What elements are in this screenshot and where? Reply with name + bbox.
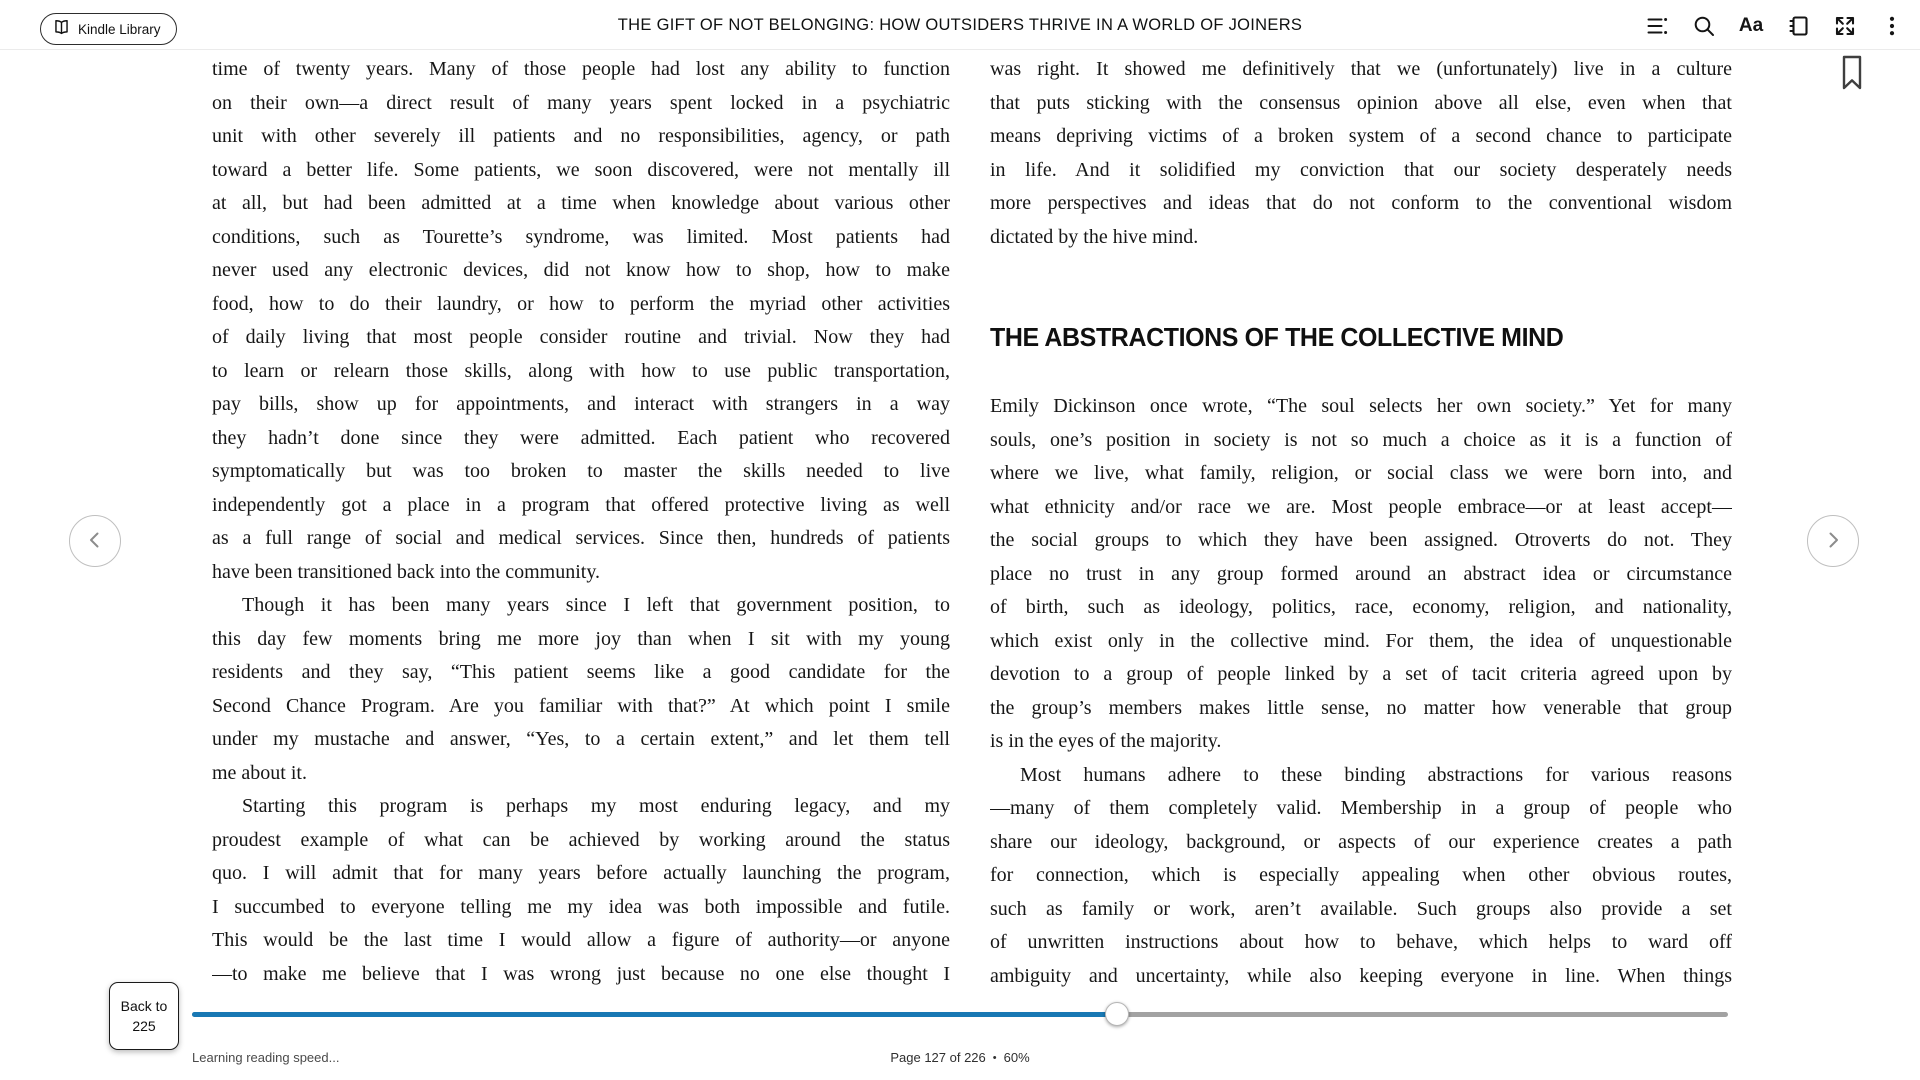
kindle-library-button[interactable]: [40, 13, 177, 45]
text-line: more perspectives and ideas that do not conform to the conventional wisdom: [990, 192, 1732, 214]
text-line: what ethnicity and/or race we are. Most people embrace—or at least accept—: [990, 495, 1732, 518]
open-book-icon: [52, 18, 71, 40]
text-line: residents and they say, “This patient seems like a good candidate for the: [212, 661, 950, 683]
text-line: place no trust in any group formed around an abstract idea or circumstance: [990, 562, 1732, 585]
text-line: independently got a place in a program that offered protective living as well: [212, 493, 950, 516]
font-settings-label: Aa: [1738, 15, 1764, 36]
back-to-label: Back to: [120, 998, 168, 1014]
text-line: time of twenty years. Many of those people had lost any ability to function: [212, 58, 950, 80]
notebook-icon[interactable]: [1785, 13, 1811, 39]
text-line: Most humans adhere to these binding abstractions for various reasons: [1020, 763, 1732, 786]
text-line: where we live, what family, religion, or social class we were born into, and: [990, 462, 1732, 484]
text-line: the social groups to which they have been assigned. Otroverts do not. They: [990, 529, 1732, 551]
text-line: quo. I will admit that for many years before actually launching the program,: [212, 862, 950, 884]
section-heading: THE ABSTRACTIONS OF THE COLLECTIVE MIND: [990, 322, 1564, 352]
text-line: I succumbed to everyone telling me my idea was both impossible and futile.: [212, 895, 950, 918]
table-of-contents-icon[interactable]: [1644, 13, 1670, 39]
text-line: of birth, such as ideology, politics, race, economy, religion, and nationality,: [990, 596, 1732, 618]
text-line: at all, but had been admitted at a time when knowledge about various other: [212, 192, 950, 214]
top-bar: [0, 0, 1920, 50]
text-line: of unwritten instructions about how to behave, which helps to ward off: [990, 931, 1732, 953]
text-line: they hadn’t done since they were admitted. Each patient who recovered: [212, 426, 950, 449]
text-line: me about it.: [212, 761, 307, 784]
book-title: THE GIFT OF NOT BELONGING: HOW OUTSIDERS THRIVE IN A WORLD OF JOINERS: [617, 16, 1303, 34]
text-line: which exist only in the collective mind. For them, the idea of unquestionable: [990, 629, 1732, 652]
text-line: —many of them completely valid. Membership in a group of people who: [990, 797, 1732, 819]
text-line: Starting this program is perhaps my most enduring legacy, and my: [242, 795, 950, 817]
text-line: pay bills, show up for appointments, and interact with strangers in a way: [212, 393, 950, 415]
reading-speed-status: Learning reading speed...: [192, 1050, 340, 1065]
font-settings-button[interactable]: [1738, 13, 1764, 39]
text-line: proudest example of what can be achieved by working around the status: [212, 828, 950, 851]
progress-thumb[interactable]: [1105, 1002, 1129, 1026]
text-line: the group’s members makes little sense, no matter how venerable that group: [990, 696, 1732, 719]
text-line: under my mustache and answer, “Yes, to a certain extent,” and let them tell: [212, 728, 950, 750]
previous-page-button[interactable]: [69, 515, 121, 567]
text-line: in life. And it solidified my conviction that our society desperately needs: [990, 158, 1732, 181]
more-menu-icon[interactable]: [1879, 13, 1905, 39]
text-line: as a full range of social and medical services. Since then, hundreds of patients: [212, 527, 950, 549]
separator-dot: •: [992, 1052, 997, 1064]
page-number-text: Page 127 of 226: [890, 1050, 986, 1065]
text-line: was right. It showed me definitively that we (unfortunately) live in a culture: [990, 58, 1732, 80]
right-text-column-bottom: [990, 390, 1732, 993]
text-line: food, how to do their laundry, or how to perform the myriad other activities: [212, 292, 950, 315]
text-line: devotion to a group of people linked by a set of tacit criteria agreed upon by: [990, 663, 1732, 685]
toolbar: [1644, 13, 1905, 39]
text-line: on their own—a direct result of many years spent locked in a psychiatric: [212, 91, 950, 114]
text-line: conditions, such as Tourette’s syndrome, was limited. Most patients had: [212, 225, 950, 248]
kindle-library-label: Kindle Library: [78, 21, 161, 37]
text-line: Emily Dickinson once wrote, “The soul selects her own society.” Yet for many: [990, 395, 1732, 417]
text-line: that puts sticking with the consensus opinion above all else, even when that: [990, 91, 1732, 114]
chevron-left-icon: [85, 530, 105, 553]
next-page-button[interactable]: [1807, 515, 1859, 567]
text-line: toward a better life. Some patients, we soon discovered, were not mentally ill: [212, 158, 950, 181]
text-line: means depriving victims of a broken system of a second chance to participate: [990, 125, 1732, 147]
text-line: symptomatically but was too broken to master the skills needed to live: [212, 460, 950, 482]
text-line: dictated by the hive mind.: [990, 225, 1199, 248]
text-line: have been transitioned back into the community.: [212, 560, 601, 583]
chevron-right-icon: [1823, 530, 1843, 553]
bookmark-icon[interactable]: [1840, 55, 1864, 91]
text-line: this day few moments bring me more joy than when I sit with my young: [212, 627, 950, 650]
progress-slider[interactable]: [192, 1012, 1728, 1017]
text-line: share our ideology, background, or aspects of our experience creates a path: [990, 830, 1732, 853]
text-line: is in the eyes of the majority.: [990, 730, 1222, 752]
search-icon[interactable]: [1691, 13, 1717, 39]
page-info: [890, 1050, 1029, 1065]
text-line: such as family or work, aren’t available. Such groups also provide a set: [990, 897, 1732, 920]
back-to-page-button[interactable]: [109, 982, 179, 1050]
text-line: Though it has been many years since I left that government position, to: [242, 594, 950, 616]
text-line: of daily living that most people consider routine and trivial. Now they had: [212, 326, 950, 348]
right-text-column-top: [990, 53, 1732, 254]
text-line: for connection, which is especially appealing when other obvious routes,: [990, 864, 1732, 886]
text-line: This would be the last time I would allow a figure of authority—or anyone: [212, 929, 950, 951]
text-line: to learn or relearn those skills, along with how to use public transportation,: [212, 359, 950, 382]
progress-fill: [192, 1012, 1117, 1017]
percent-read: 60%: [1003, 1050, 1030, 1065]
text-line: souls, one’s position in society is not so much a choice as it is a function of: [990, 428, 1732, 451]
back-to-page-number: 225: [132, 1018, 156, 1034]
text-line: Second Chance Program. Are you familiar with that?” At which point I smile: [212, 694, 950, 717]
text-line: unit with other severely ill patients and no responsibilities, agency, or path: [212, 125, 950, 147]
left-text-column: [212, 53, 950, 991]
text-line: ambiguity and uncertainty, while also keeping everyone in line. When things: [990, 964, 1732, 987]
text-line: —to make me believe that I was wrong just because no one else thought I: [212, 962, 950, 985]
fullscreen-icon[interactable]: [1832, 13, 1858, 39]
text-line: never used any electronic devices, did not know how to shop, how to make: [212, 259, 950, 281]
